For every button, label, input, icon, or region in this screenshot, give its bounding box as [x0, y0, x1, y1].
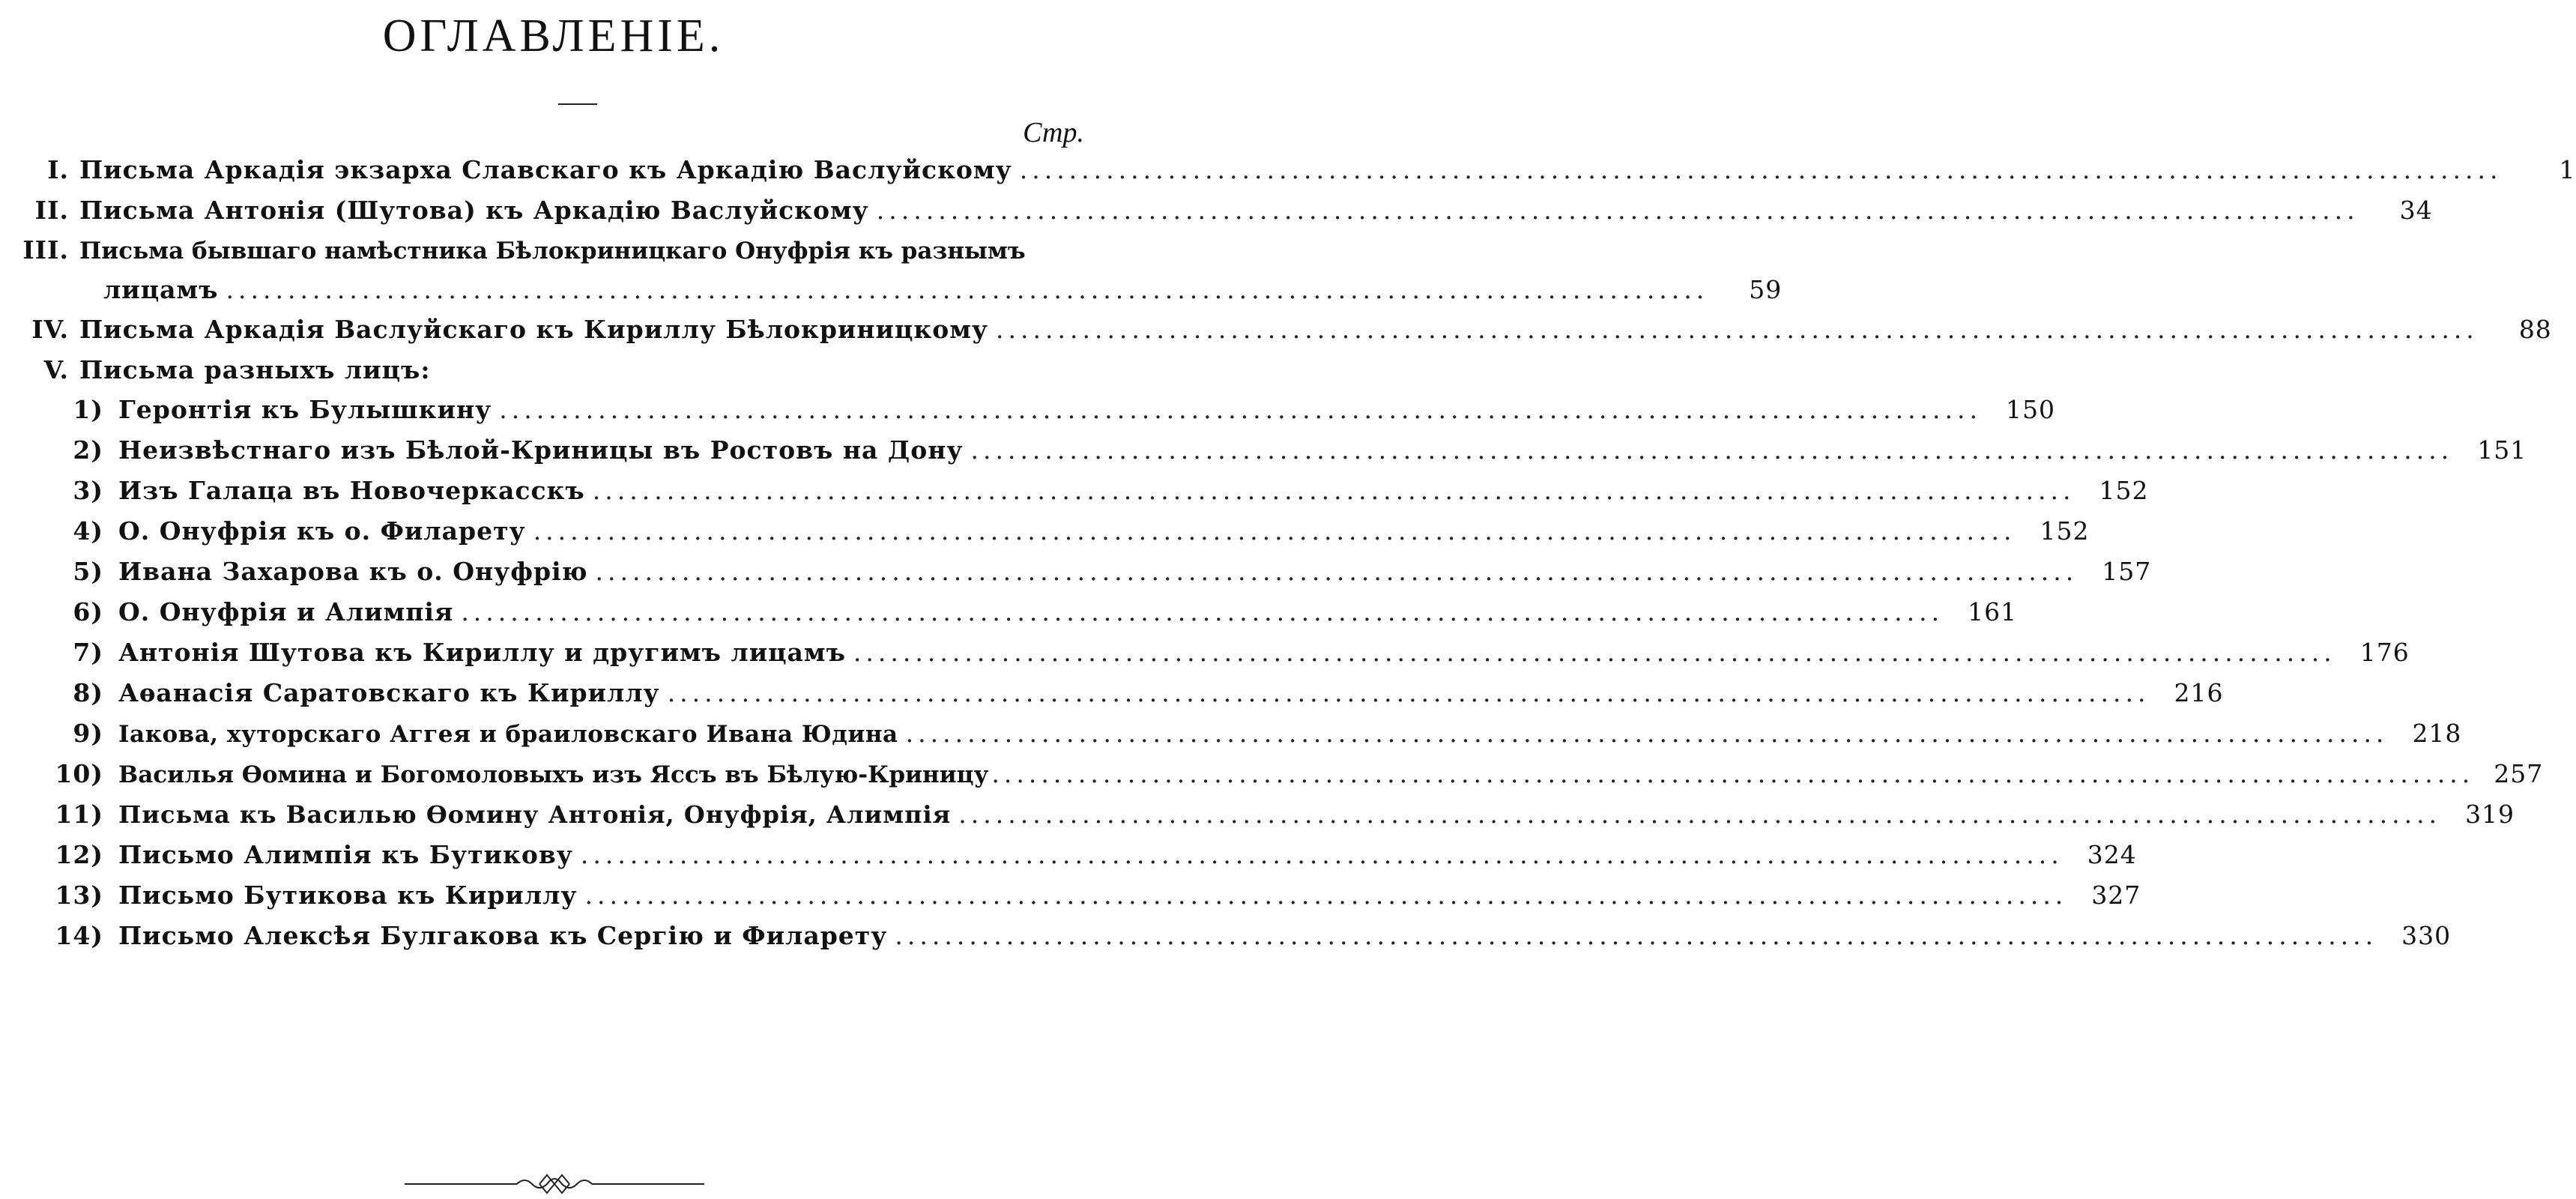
toc-entry-page: 330 — [2401, 921, 2452, 950]
page-title: ОГЛАВЛЕНІЕ. — [382, 10, 725, 61]
toc-entry-continuation[interactable] — [0, 270, 1783, 310]
toc-subentry[interactable] — [0, 430, 2527, 471]
toc-entry[interactable] — [0, 230, 1084, 271]
toc-subentry[interactable] — [0, 552, 2152, 592]
toc-entry[interactable] — [0, 190, 2433, 231]
dot-leader: ........................................................................................................................ — [226, 275, 1709, 304]
toc-subentry[interactable] — [0, 390, 2056, 430]
toc-subentry[interactable] — [0, 673, 2224, 713]
toc-subentry[interactable] — [0, 511, 2090, 552]
dot-leader: ........................................................................................................................ — [580, 840, 2063, 869]
toc-entry-label: О. Онуфрія и Алимпія — [118, 597, 454, 626]
toc-entry-label: Письма Аркадія Васлуйскаго къ Кириллу Бѣлокриницкому — [79, 315, 989, 344]
toc-section-heading[interactable] — [0, 350, 1084, 390]
dot-leader: ........................................................................................................................ — [991, 759, 2475, 788]
toc-entry-number: IV. — [31, 315, 69, 344]
toc-entry-label: Письма бывшаго намѣстника Бѣлокриницкаго Онуфрія къ разнымъ — [79, 238, 1026, 265]
toc-entry-page: 319 — [2465, 800, 2515, 829]
toc-entry-number: 13) — [55, 881, 103, 910]
toc-subentry[interactable] — [0, 875, 2141, 916]
toc-entry-page: 218 — [2412, 719, 2462, 748]
toc-entry-number: III. — [22, 235, 69, 265]
toc-entry-number: 5) — [73, 557, 103, 586]
dot-leader: ........................................................................................................................ — [461, 597, 1944, 626]
toc-entry-label: Письмо Алимпія къ Бутикову — [118, 840, 573, 869]
toc-entry-label: Письмо Бутикова къ Кириллу — [118, 881, 578, 910]
toc-entry-label: Аѳанасія Саратовскаго къ Кириллу — [118, 678, 660, 707]
dot-leader: ........................................................................................................................ — [499, 395, 1983, 424]
dot-leader: ........................................................................................................................ — [1019, 155, 2503, 184]
title-divider — [558, 103, 597, 105]
toc-entry-number: 1) — [73, 395, 103, 424]
toc-entry-number: 14) — [55, 921, 103, 950]
toc-entry-number: 10) — [55, 759, 103, 788]
toc-entry-page: 152 — [2040, 516, 2090, 546]
toc-entry-number: V. — [43, 355, 69, 384]
dot-leader: ........................................................................................................................ — [895, 921, 2378, 950]
toc-entry[interactable] — [0, 150, 2576, 190]
dot-leader: ........................................................................................................................ — [876, 196, 2359, 225]
toc-entry-number: 9) — [73, 719, 103, 748]
toc-entry-number: 2) — [73, 435, 103, 465]
toc-subentry[interactable] — [0, 713, 2462, 754]
toc-subentry[interactable] — [0, 592, 2018, 632]
toc-entry-label: Іакова, хуторскаго Аггея и браиловскаго Ивана Юдина — [118, 721, 898, 748]
ornament-divider-icon — [405, 1169, 704, 1199]
toc-entry-page: 150 — [2006, 395, 2056, 424]
toc-entry-number: 7) — [73, 638, 103, 667]
dot-leader: ........................................................................................................................ — [533, 516, 2016, 546]
page-column-label: Стр. — [1023, 117, 1084, 148]
toc-entry-number: 6) — [73, 597, 103, 626]
toc-entry-page: 152 — [2099, 476, 2149, 505]
toc-entry-page: 157 — [2102, 557, 2152, 586]
dot-leader: ........................................................................................................................ — [592, 476, 2075, 505]
dot-leader: ........................................................................................................................ — [996, 315, 2479, 344]
toc-entry-label: Неизвѣстнаго изъ Бѣлой-Криницы въ Ростовъ на Дону — [118, 435, 964, 465]
toc-entry-number: 3) — [73, 476, 103, 505]
dot-leader: ........................................................................................................................ — [905, 719, 2389, 748]
toc-subentry[interactable] — [0, 754, 2544, 794]
toc-entry-page: 88 — [2518, 315, 2552, 344]
toc-entry-label: Письма разныхъ лицъ: — [79, 355, 431, 384]
toc-entry-number: 12) — [55, 840, 103, 869]
toc-subentry[interactable] — [0, 916, 2452, 956]
toc-entry-label: Письма Антонія (Шутова) къ Аркадію Васлуйскому — [79, 196, 869, 225]
toc-subentry[interactable] — [0, 835, 2137, 875]
toc-entry-page: 161 — [1968, 597, 2018, 626]
toc-entry-page: 151 — [2477, 435, 2527, 465]
toc-entry-label: Геронтія къ Булышкину — [118, 395, 492, 424]
toc-entry-label: О. Онуфрія къ о. Филарету — [118, 516, 526, 546]
toc-entry-label: Письма къ Василью Ѳомину Антонія, Онуфрія, Алимпія — [118, 800, 952, 829]
toc-entry-number: 11) — [55, 800, 103, 829]
toc-subentry[interactable] — [0, 794, 2515, 835]
dot-leader: ........................................................................................................................ — [595, 557, 2078, 586]
toc-entry-page: 176 — [2359, 638, 2410, 667]
toc-entry-page: 34 — [2399, 196, 2433, 225]
toc-subentry[interactable] — [0, 632, 2410, 673]
dot-leader: ........................................................................................................................ — [667, 678, 2150, 707]
toc-entry-number: 8) — [73, 678, 103, 707]
toc-entry-label: Василья Ѳомина и Богомоловыхъ изъ Яссъ въ Бѣлую-Криницу — [118, 761, 989, 788]
toc-entry-number: I. — [47, 155, 69, 184]
toc-entry-page: 59 — [1749, 275, 1783, 304]
toc-entry-label: Антонія Шутова къ Кириллу и другимъ лицамъ — [118, 638, 846, 667]
toc-entry[interactable] — [0, 309, 2552, 350]
toc-entry-label: лицамъ — [103, 275, 219, 304]
dot-leader: ........................................................................................................................ — [584, 881, 2068, 910]
toc-entry-number: 4) — [73, 516, 103, 546]
toc-entry-page: 216 — [2174, 678, 2224, 707]
toc-entry-page: 257 — [2494, 759, 2544, 788]
toc-entry-label: Ивана Захарова къ о. Онуфрію — [118, 557, 588, 586]
toc-entry-label: Изъ Галаца въ Новочеркасскъ — [118, 476, 585, 505]
dot-leader: ........................................................................................................................ — [970, 435, 2454, 465]
toc-subentry[interactable] — [0, 471, 2149, 511]
dot-leader: ........................................................................................................................ — [958, 800, 2442, 829]
toc-entry-number: II. — [34, 196, 69, 225]
toc-entry-page: 324 — [2087, 840, 2137, 869]
dot-leader: ........................................................................................................................ — [853, 638, 2336, 667]
toc-entry-label: Письмо Алексѣя Булгакова къ Сергію и Филарету — [118, 921, 888, 950]
toc-entry-page: 327 — [2091, 881, 2141, 910]
toc-entry-page: 1 — [2559, 155, 2576, 184]
toc-entry-label: Письма Аркадія экзарха Славскаго къ Аркадію Васлуйскому — [79, 155, 1012, 184]
